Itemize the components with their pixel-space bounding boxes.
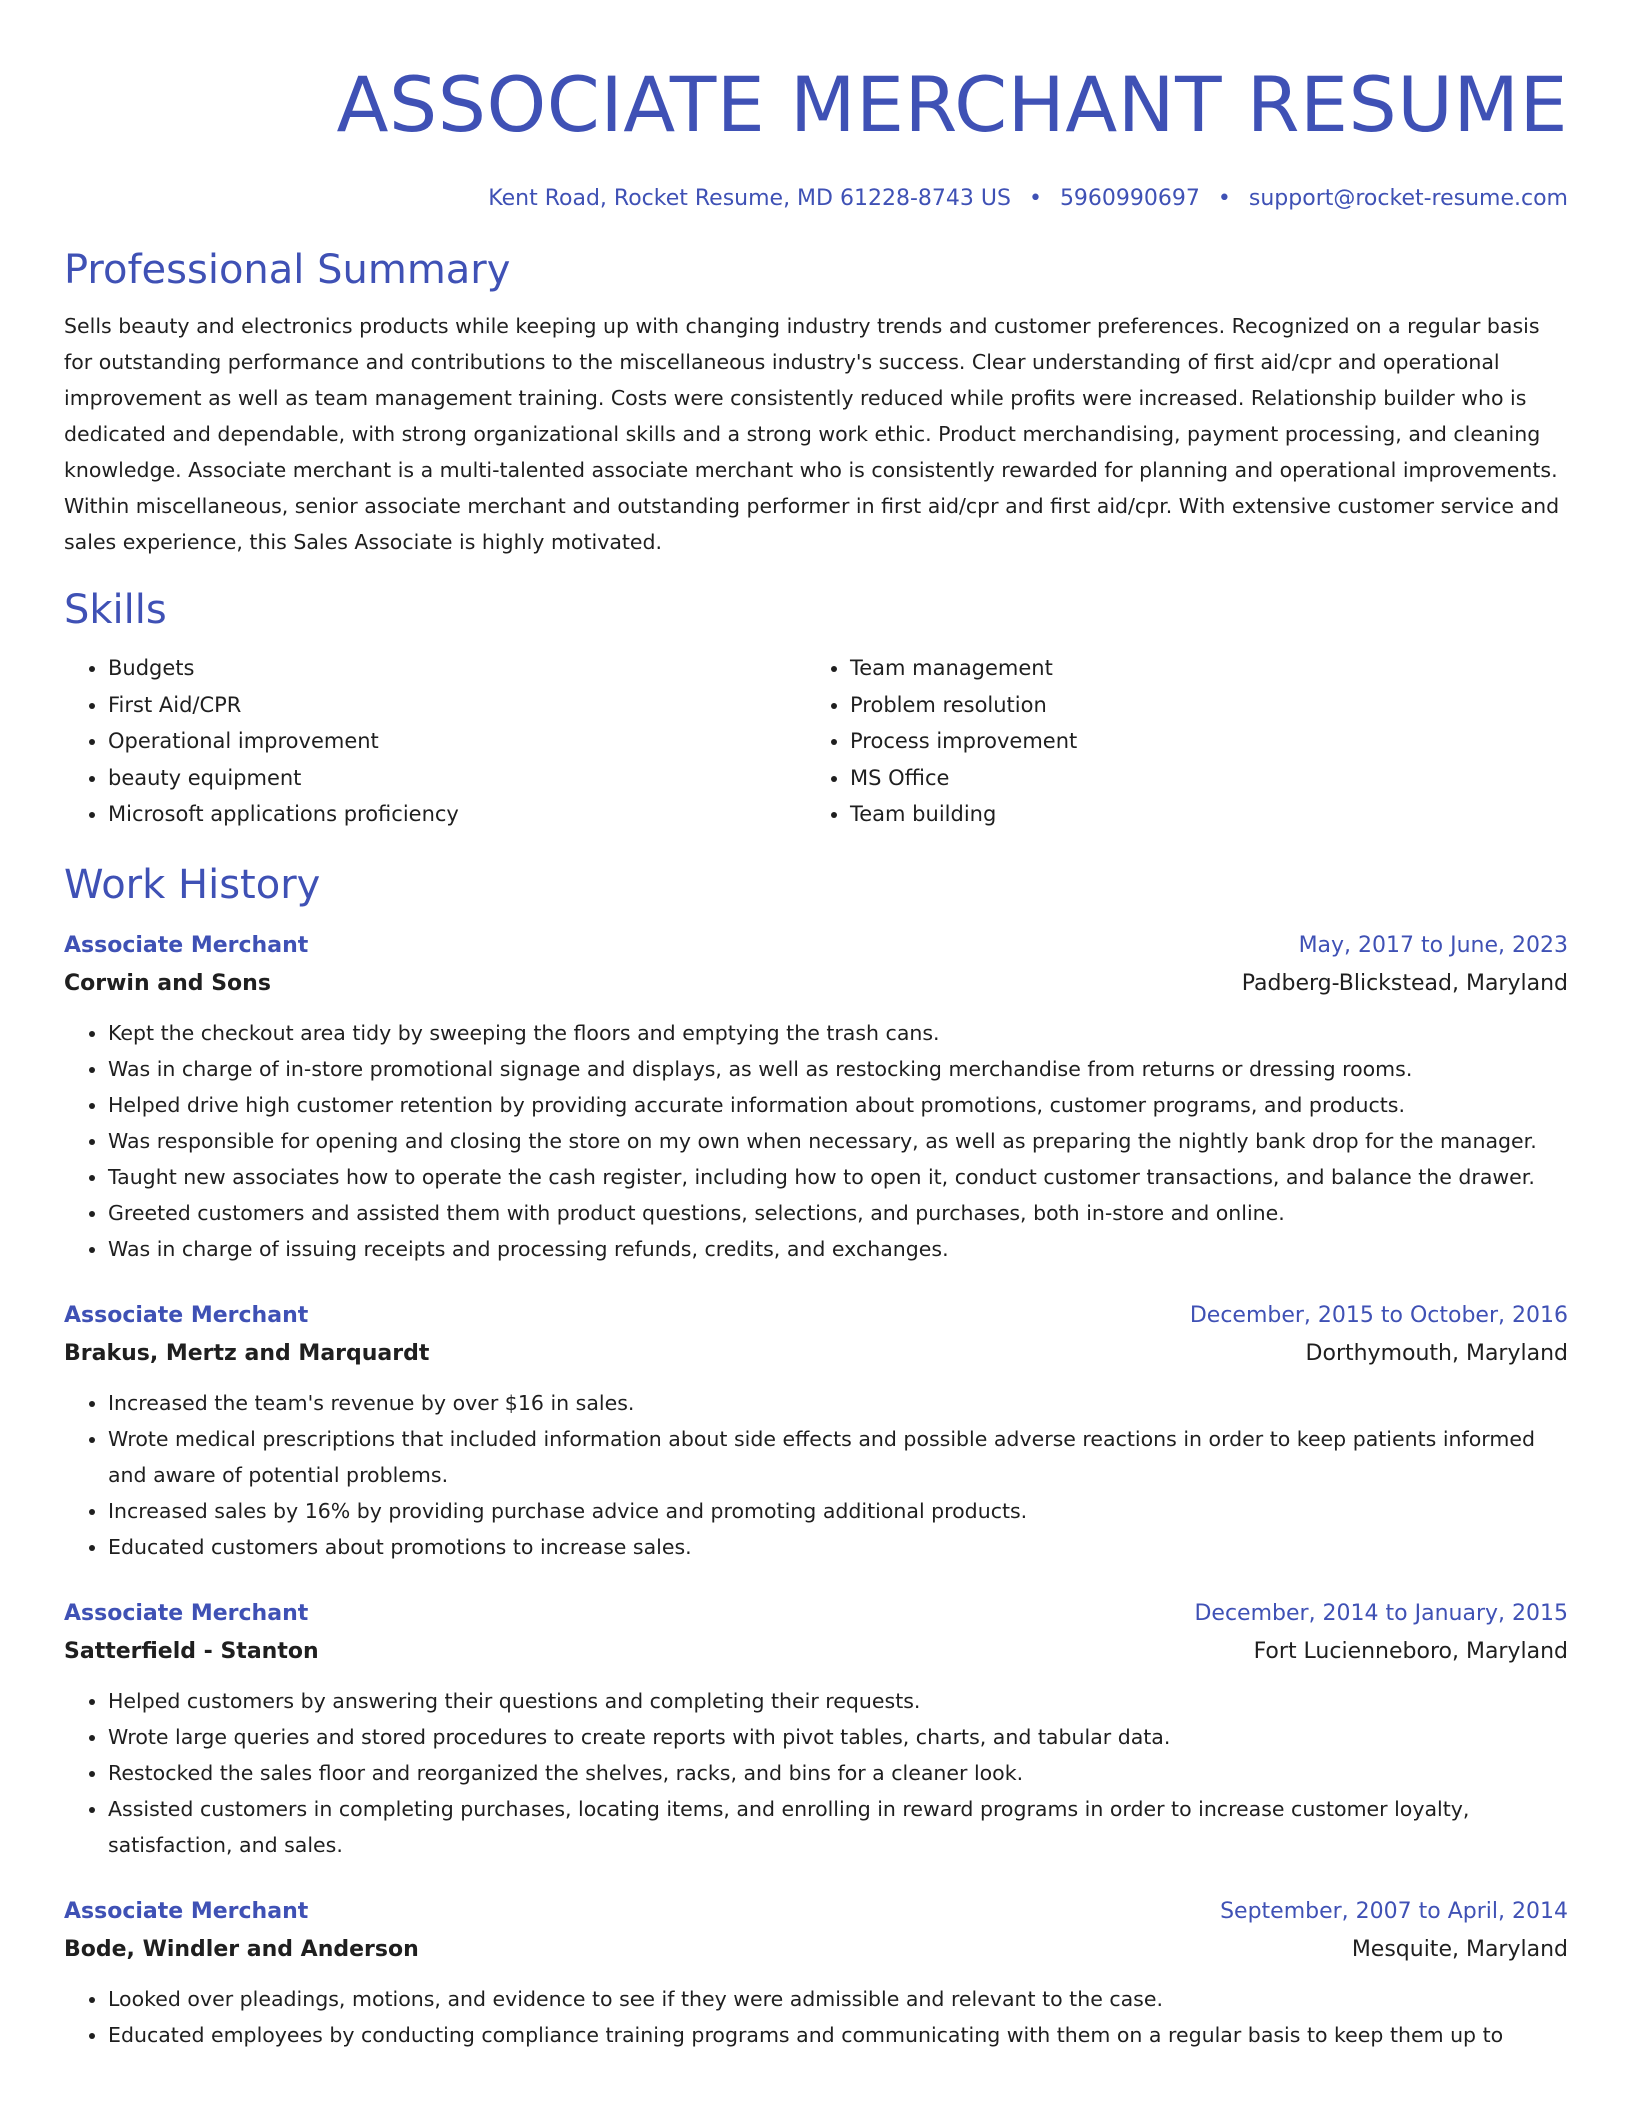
job-bullet: • Was responsible for opening and closing the store on my own when necessary, as well as preparing the nightly bank drop for the manager. [108, 1123, 1568, 1159]
job-entry [64, 1595, 1568, 1863]
job-entry [64, 1297, 1568, 1565]
job-header-row [64, 927, 1568, 965]
resume-title: ASSOCIATE MERCHANT RESUME [336, 60, 1568, 149]
summary-text: Sells beauty and electronics products while keeping up with changing industry trends and customer preferences. Recognized on a regular basis for outstanding performance and contributions to the miscellaneous industry's success. Clear understanding of first aid/cpr and operational improvement as well as team management training. Costs were consistently reduced while profits were increased. Relationship builder who is dedicated and dependable, with strong organizational skills and a strong work ethic. Product merchandising, payment processing, and cleaning knowledge. Associate merchant is a multi-talented associate merchant who is consistently rewarded for planning and operational improvements. Within miscellaneous, senior associate merchant and outstanding performer in first aid/cpr and first aid/cpr. With extensive customer service and sales experience, this Sales Associate is highly motivated. [64, 314, 1560, 554]
skills-column-left [64, 650, 806, 833]
job-bullet: • Looked over pleadings, motions, and evidence to see if they were admissible and relevant to the case. [108, 1981, 1568, 2017]
job-dates: May, 2017 to June, 2023 [1298, 932, 1568, 958]
job-title: Associate Merchant [64, 932, 309, 958]
job-company: Bode, Windler and Anderson [64, 1936, 419, 1962]
resume-page [64, 0, 1568, 2053]
job-bullet: • Wrote medical prescriptions that included information about side effects and possible adverse reactions in order to keep patients informed and aware of potential problems. [108, 1421, 1568, 1493]
job-dates: December, 2015 to October, 2016 [1189, 1302, 1568, 1328]
job-bullet: • Helped customers by answering their questions and completing their requests. [108, 1683, 1568, 1719]
job-bullet: • Wrote large queries and stored procedures to create reports with pivot tables, charts, and tabular data. [108, 1719, 1568, 1755]
job-location: Mesquite, Maryland [1351, 1936, 1568, 1962]
job-bullet: • Was in charge of issuing receipts and processing refunds, credits, and exchanges. [108, 1231, 1568, 1267]
skills-heading: Skills [64, 587, 167, 633]
job-header-row [64, 1595, 1568, 1633]
skill-item: • Budgets [108, 650, 806, 687]
work-history-heading: Work History [64, 861, 321, 908]
job-bullets [64, 1981, 1568, 2053]
skill-item: • First Aid/CPR [108, 687, 806, 724]
contact-separator: • [1028, 186, 1042, 211]
job-bullet: • Increased the team's revenue by over $16 in sales. [108, 1385, 1568, 1421]
skill-item: • MS Office [850, 760, 1548, 797]
skill-item: • Team management [850, 650, 1548, 687]
job-bullet: • Taught new associates how to operate the cash register, including how to open it, conduct customer transactions, and balance the drawer. [108, 1159, 1568, 1195]
job-dates: September, 2007 to April, 2014 [1220, 1898, 1568, 1924]
job-company: Satterfield - Stanton [64, 1638, 319, 1664]
job-bullet: • Educated employees by conducting compliance training programs and communicating with them on a regular basis to keep them up to [108, 2017, 1568, 2053]
skill-item: • Microsoft applications proficiency [108, 796, 806, 833]
job-company-row [64, 1335, 1568, 1373]
skill-item: • Process improvement [850, 723, 1548, 760]
job-bullet: • Increased sales by 16% by providing purchase advice and promoting additional products. [108, 1493, 1568, 1529]
job-header-row [64, 1297, 1568, 1335]
job-bullet: • Kept the checkout area tidy by sweeping the floors and emptying the trash cans. [108, 1015, 1568, 1051]
skill-item: • Team building [850, 796, 1548, 833]
job-company: Brakus, Mertz and Marquardt [64, 1340, 430, 1366]
job-location: Fort Lucienneboro, Maryland [1253, 1638, 1568, 1664]
job-bullet: • Restocked the sales floor and reorganized the shelves, racks, and bins for a cleaner look. [108, 1755, 1568, 1791]
job-company-row [64, 965, 1568, 1003]
job-entry [64, 1893, 1568, 2053]
contact-address: Kent Road, Rocket Resume, MD 61228-8743 US [488, 186, 1011, 211]
job-title: Associate Merchant [64, 1600, 309, 1626]
contact-separator: • [1217, 186, 1231, 211]
skills-list [64, 650, 1568, 833]
job-company-row [64, 1931, 1568, 1969]
job-header-row [64, 1893, 1568, 1931]
contact-phone: 5960990697 [1059, 186, 1200, 211]
skills-column-right [806, 650, 1548, 833]
skill-item: • Operational improvement [108, 723, 806, 760]
job-bullet: • Helped drive high customer retention by providing accurate information about promotions, customer programs, and products. [108, 1087, 1568, 1123]
summary-heading: Professional Summary [64, 247, 511, 293]
job-title: Associate Merchant [64, 1898, 309, 1924]
job-bullet: • Assisted customers in completing purchases, locating items, and enrolling in reward programs in order to increase customer loyalty, satisfaction, and sales. [108, 1791, 1568, 1863]
job-location: Padberg-Blickstead, Maryland [1241, 970, 1568, 996]
job-company-row [64, 1633, 1568, 1671]
skill-item: • Problem resolution [850, 687, 1548, 724]
skill-item: • beauty equipment [108, 760, 806, 797]
job-bullet: • Educated customers about promotions to increase sales. [108, 1529, 1568, 1565]
job-dates: December, 2014 to January, 2015 [1194, 1600, 1568, 1626]
job-title: Associate Merchant [64, 1302, 309, 1328]
job-bullets [64, 1015, 1568, 1267]
job-bullet: • Greeted customers and assisted them with product questions, selections, and purchases, both in-store and online. [108, 1195, 1568, 1231]
contact-email[interactable]: support@rocket-resume.com [1248, 186, 1568, 211]
job-bullets [64, 1385, 1568, 1565]
contact-line [64, 184, 1568, 214]
job-company: Corwin and Sons [64, 970, 271, 996]
job-bullet: • Was in charge of in-store promotional signage and displays, as well as restocking merchandise from returns or dressing rooms. [108, 1051, 1568, 1087]
job-entry [64, 927, 1568, 1267]
job-bullets [64, 1683, 1568, 1863]
job-location: Dorthymouth, Maryland [1305, 1340, 1568, 1366]
